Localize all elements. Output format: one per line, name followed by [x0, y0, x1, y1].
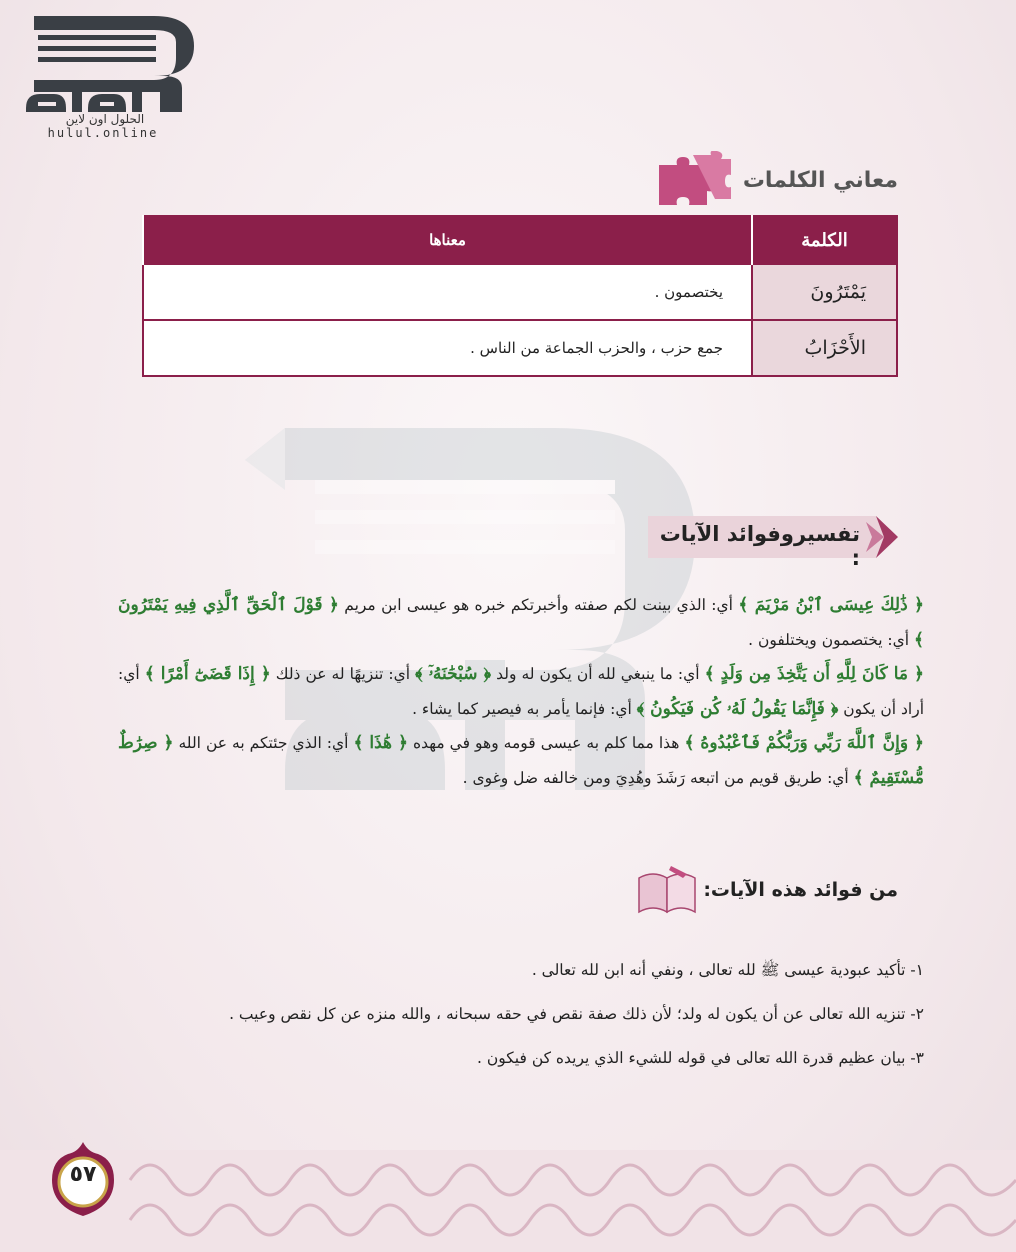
quran-verse: ﴿ هَٰذَا ﴾: [353, 733, 408, 753]
table-row: [143, 264, 897, 320]
explanation-text: أي: فإنما يأمر به فيصير كما يشاء .: [412, 699, 637, 718]
column-header-meaning: معناها: [143, 216, 752, 264]
quran-verse: ﴿ فَإِنَّمَا يَقُولُ لَهُۥ كُن فَيَكُونُ ﴾: [636, 698, 839, 719]
table-header-row: [143, 216, 897, 264]
explanation-text: أي: تنزيهًا له عن ذلك: [270, 665, 416, 683]
benefits-list: [118, 948, 924, 1080]
list-item: ١- تأكيد عبودية عيسى ﷺ لله تعالى ، ونفي أنه ابن لله تعالى .: [531, 961, 924, 979]
table-row: [143, 320, 897, 376]
explanation-text: أي: الذي جئتكم به عن الله: [173, 734, 354, 752]
tafsir-title: تفسيروفوائد الآيات :: [659, 522, 860, 570]
meaning-cell: جمع حزب ، والحزب الجماعة من الناس .: [143, 320, 752, 376]
tafsir-section-heading: [648, 512, 898, 570]
quran-verse: ﴿ ذَٰلِكَ عِيسَى ٱبْنُ مَرْيَمَ ﴾: [738, 595, 924, 615]
meanings-title: معاني الكلمات: [742, 167, 898, 193]
explanation-text: أي: يختصمون ويختلفون .: [748, 630, 915, 649]
tafsir-paragraph-2: [118, 657, 924, 726]
logo-english-caption: hulul.online: [47, 126, 159, 140]
open-book-icon: [635, 862, 699, 918]
explanation-text: أي: طريق قويم من اتبعه رَشَدَ وهُدِيَ ومن خالفه ضل وغوى .: [462, 768, 854, 787]
quran-verse: ﴿ إِذَا قَضَىٰٓ أَمْرًا ﴾: [144, 664, 271, 684]
list-item: ٢- تنزيه الله تعالى عن أن يكون له ولد؛ لأن ذلك صفة نقص في حقه سبحانه ، والله منزه عن كل نقص وعيب .: [229, 1005, 924, 1023]
explanation-text: أي: الذي بينت لكم صفته وأخبرتكم خبره هو عيسى ابن مريم: [338, 596, 739, 614]
quran-verse: ﴿ قَوْلَ ٱلْحَقِّ ٱلَّذِي فِيهِ يَمْتَرُونَ ﴾: [118, 595, 924, 650]
benefits-section-heading: [635, 862, 898, 918]
word-cell: يَمْتَرُونَ: [752, 264, 897, 320]
meaning-cell: يختصمون .: [143, 264, 752, 320]
page-number: ٥٧: [69, 1162, 97, 1187]
quran-verse: ﴿ سُبْحَٰنَهُۥٓ ﴾: [415, 664, 492, 684]
explanation-text: هذا مما كلم به عيسى قومه وهو في مهده: [407, 734, 685, 752]
tafsir-paragraph-3: [118, 726, 924, 795]
explanation-text: أي: ما ينبغي لله أن يكون له ولد: [491, 665, 705, 683]
quran-verse: ﴿ صِرَٰطٌ مُّسْتَقِيمٌ ﴾: [118, 733, 924, 788]
quran-verse: ﴿ مَا كَانَ لِلَّهِ أَن يَتَّخِذَ مِن وَلَدٍ ﴾: [704, 664, 925, 684]
explanation-text: أي: أراد أن يكون: [118, 665, 924, 718]
tafsir-text: [118, 588, 924, 795]
list-item: ٣- بيان عظيم قدرة الله تعالى في قوله للشيء الذي يريده كن فيكون .: [477, 1049, 924, 1067]
footer-ornament: [0, 1150, 1016, 1252]
puzzle-icon: [649, 151, 733, 209]
quran-verse: ﴿ وَإِنَّ ٱللَّهَ رَبِّي وَرَبُّكُمْ فَٱعْبُدُوهُ ﴾: [684, 733, 924, 753]
benefits-title: من فوائد هذه الآيات:: [703, 879, 898, 901]
logo-arabic-caption: الحلول اون لاين: [65, 112, 145, 126]
vocabulary-table: [142, 215, 898, 377]
meanings-section-heading: [649, 150, 898, 210]
tafsir-paragraph-1: [118, 588, 924, 657]
column-header-word: الكلمة: [752, 216, 897, 264]
word-cell: الأَحْزَابُ: [752, 320, 897, 376]
